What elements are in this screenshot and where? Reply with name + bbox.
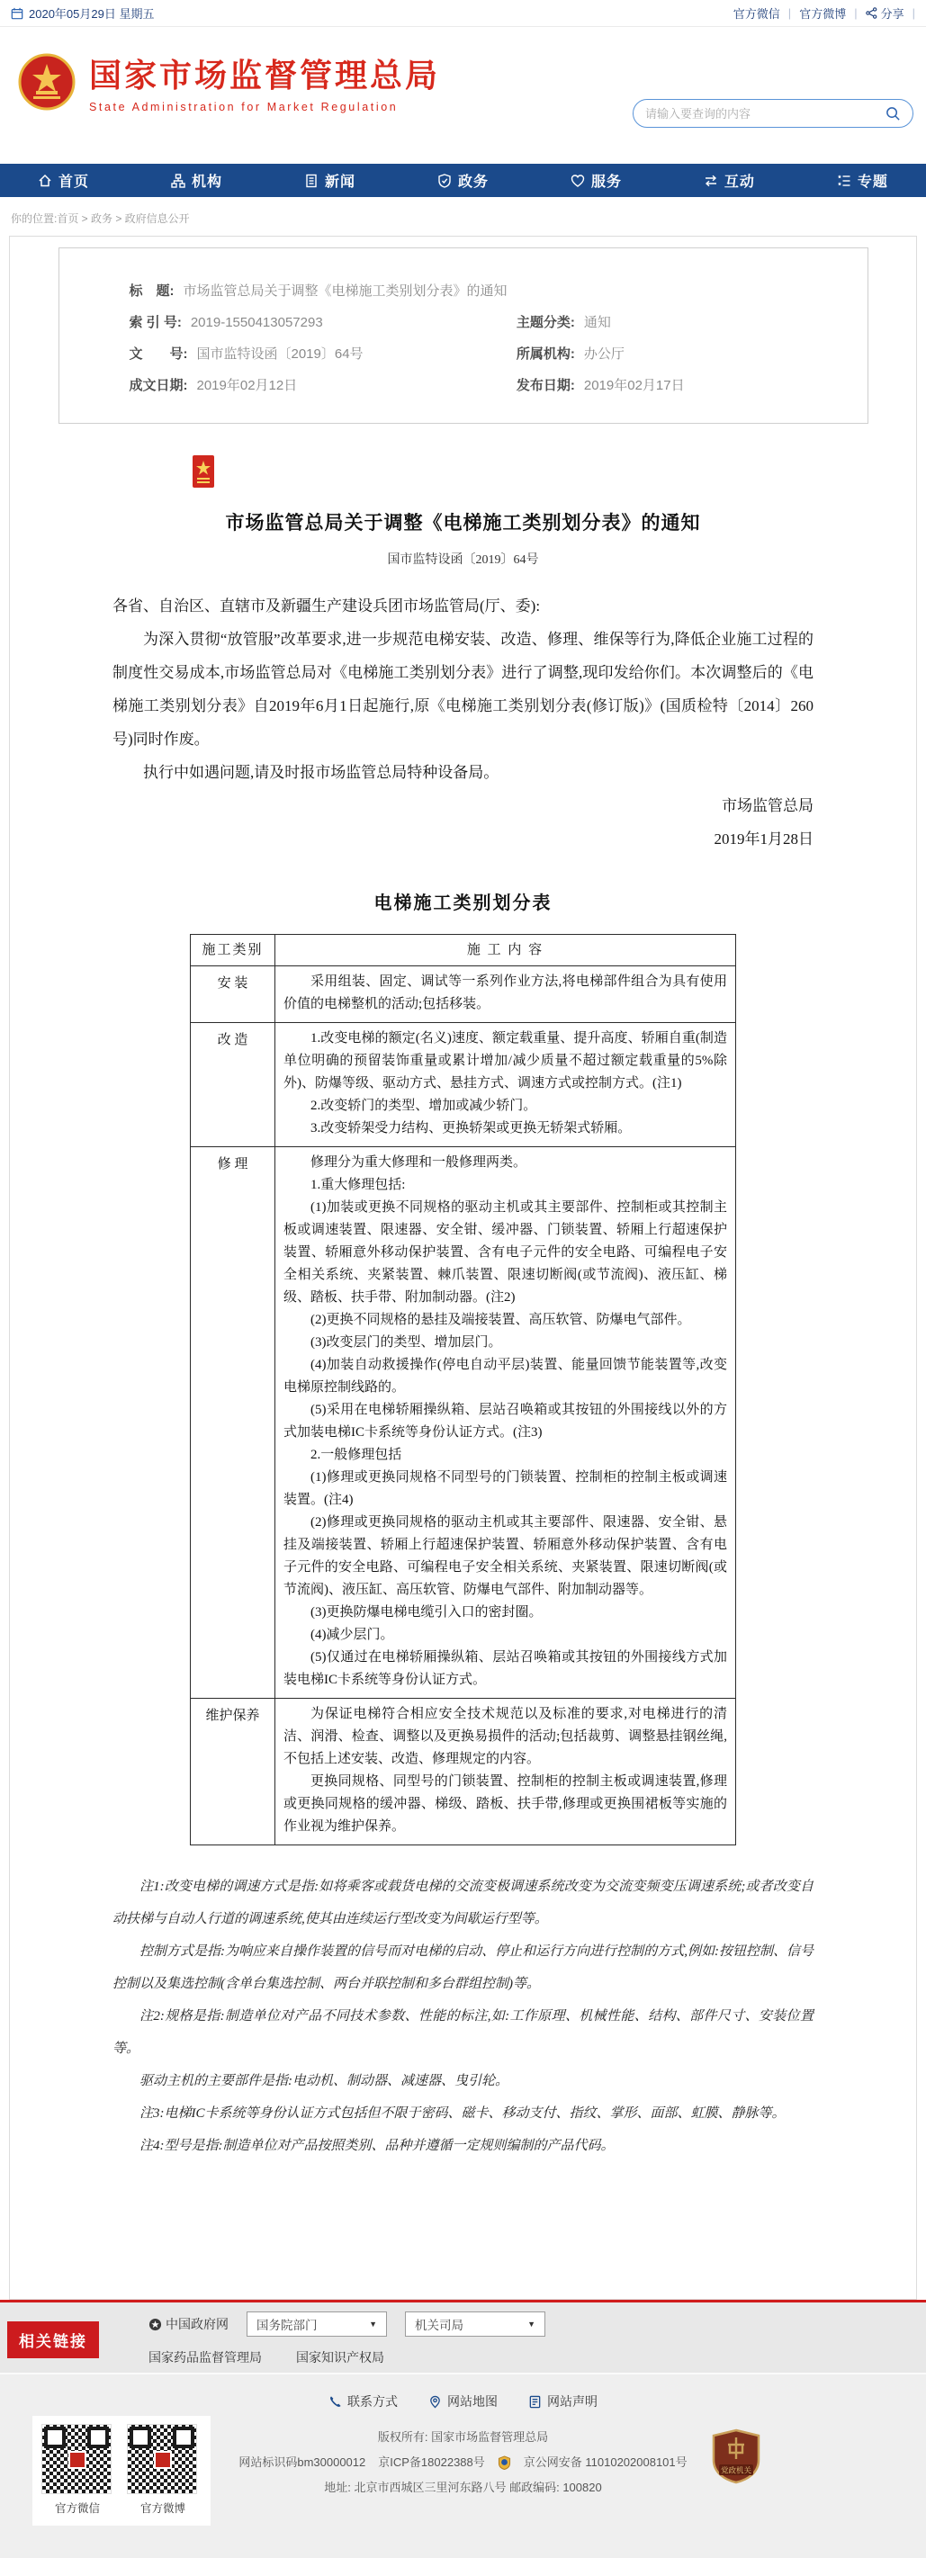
paragraph: (3)改变层门的类型、增加层门。	[310, 1335, 502, 1350]
chevron-down-icon: ▼	[527, 2320, 535, 2329]
paragraph: (3)更换防爆电梯电缆引入口的密封圈。	[310, 1605, 543, 1620]
document-number: 国市监特设函〔2019〕64号	[387, 553, 539, 567]
meta-category-label: 主题分类:	[516, 315, 575, 330]
paragraph: (1)加装或更换不同规格的驱动主机或其主要部件、控制柜或其控制主板或调速装置、限速器、安全钳、缓冲器、门锁装置、轿厢上行超速保护装置、轿厢意外移动保护装置、含有电子元件的安全电路、可编程电子安全相关系统、夹紧装置、棘爪装置、限速切断阀(或节流阀)、液压缸、梯级、踏板、扶手带、附加制动器。(注2)	[283, 1200, 727, 1305]
wechat-link[interactable]: 官方微信	[733, 7, 780, 21]
paragraph: (2)修理或更换同规格的驱动主机或其主要部件、限速器、安全钳、悬挂及端接装置、轿厢上行超速保护装置、轿厢意外移动保护装置、含有电子元件的安全电路、可编程电子安全相关系统、夹紧装置、限速切断阀(或节流阀)、液压缸、高压软管、防爆电气部件、附加制动器等。	[283, 1515, 727, 1597]
table-header-row	[191, 935, 736, 966]
topbar-date: 2020年05月29日 星期五	[29, 7, 155, 21]
breadcrumb[interactable]: 你的位置:首页 > 政务 > 政府信息公开	[11, 212, 190, 225]
red-seal-icon	[192, 454, 215, 489]
table-row	[191, 1147, 736, 1699]
meta-written-date-label: 成文日期:	[129, 378, 188, 393]
weibo-qr-label: 官方微博	[139, 2502, 185, 2515]
heart-icon	[571, 174, 585, 188]
meta-agency-label: 所属机构:	[516, 346, 575, 362]
meta-written-date-value: 2019年02月12日	[196, 378, 298, 393]
phone-icon	[328, 2395, 342, 2409]
nav-item-government[interactable]: 政务	[437, 170, 489, 191]
paragraph: 为深入贯彻“放管服”改革要求,进一步规范电梯安装、改造、修理、维保等行为,降低企业施工过程的制度性交易成本,市场监管总局对《电梯施工类别划分表》进行了调整,现印发给你们。本次调整后的《电梯施工类别划分表》自2019年6月1日起施行,原《电梯施工类别划分表(修订版)》(国质检特〔2014〕260号)同时作废。	[112, 631, 814, 748]
site-code-text: 网站标识码bm30000012	[238, 2455, 366, 2469]
nav-item-news[interactable]: 新闻	[304, 170, 355, 191]
signature-org: 市场监管总局	[722, 797, 814, 814]
paragraph: (2)更换不同规格的悬挂及端接装置、高压软管、防爆电气部件。	[310, 1313, 691, 1327]
search-box	[633, 99, 913, 128]
map-pin-icon	[428, 2395, 442, 2409]
paragraph: (5)仅通过在电梯轿厢操纵箱、层站召唤箱或其按钮的外围接线方式加装电梯IC卡系统等身份认证方式。	[283, 1650, 727, 1687]
paragraph: 修理分为重大修理和一般修理两类。	[310, 1155, 527, 1170]
org-name-en: State Administration for Market Regulation	[89, 101, 399, 113]
nav-item-interaction[interactable]: 互动	[704, 170, 755, 191]
document-notes	[112, 1871, 814, 2162]
cnipa-link[interactable]: 国家知识产权局	[296, 2350, 384, 2365]
content-install	[275, 966, 736, 1023]
gov-website-link[interactable]: 中国政府网	[148, 2315, 229, 2333]
paragraph: 2.一般修理包括	[310, 1448, 402, 1462]
news-icon	[304, 174, 319, 188]
paragraph: (4)加装自动救援操作(停电自动平层)装置、能量回馈节能装置等,改变电梯原控制线路的。	[283, 1358, 727, 1395]
police-record-link[interactable]: 京公网安备 11010202008101号	[523, 2455, 688, 2469]
police-badge-icon	[498, 2455, 511, 2470]
category-install: 安 装	[191, 966, 275, 1023]
weibo-link[interactable]: 官方微博	[799, 7, 847, 21]
document-title: 市场监管总局关于调整《电梯施工类别划分表》的通知	[225, 513, 701, 534]
paragraph: 2.改变轿门的类型、增加或减少轿门。	[310, 1099, 537, 1113]
site-logo[interactable]	[18, 50, 440, 113]
paragraph: (5)采用在电梯轿厢操纵箱、层站召唤箱或其按钮的外围接线以外的方式加装电梯IC卡系统等身份认证方式。(注3)	[283, 1403, 727, 1440]
home-icon	[38, 174, 52, 188]
share-icon	[866, 7, 877, 19]
meta-index-value: 2019-1550413057293	[190, 315, 323, 330]
exchange-arrows-icon	[704, 174, 718, 188]
internal-bureaus-dropdown[interactable]: 机关司局 ▼	[405, 2311, 545, 2337]
content-modify	[275, 1023, 736, 1147]
national-emblem-icon	[18, 53, 76, 111]
search-icon[interactable]	[886, 106, 901, 121]
meta-docno-value: 国市监特设函〔2019〕64号	[196, 346, 364, 362]
main-nav	[0, 164, 926, 197]
state-council-dropdown[interactable]: 国务院部门 ▼	[247, 2311, 387, 2337]
weibo-qr-code	[127, 2424, 197, 2494]
icp-link[interactable]: 京ICP备18022388号	[378, 2455, 485, 2469]
separator: |	[787, 6, 792, 20]
wechat-qr-code	[41, 2424, 112, 2494]
wechat-qr-label: 官方微信	[54, 2502, 100, 2515]
paragraph: 注4:型号是指:制造单位对产品按照类别、品种并遵循一定规则编制的产品代码。	[139, 2139, 615, 2153]
separator: |	[912, 6, 915, 20]
content-repair	[275, 1147, 736, 1699]
meta-category-value: 通知	[583, 315, 611, 330]
site-header	[0, 27, 926, 164]
nav-item-home[interactable]: 首页	[38, 170, 89, 191]
meta-publish-date-value: 2019年02月17日	[583, 378, 685, 393]
paragraph: (1)修理或更换同规格不同型号的门锁装置、控制柜的控制主板或调速装置。(注4)	[283, 1470, 727, 1507]
document-meta-table	[58, 247, 868, 424]
paragraph: 更换同规格、同型号的门锁装置、控制柜的控制主板或调速装置,修理或更换同规格的缓冲器、梯级、踏板、扶手带,修理或更换围裙板等实施的作业视为维护保养。	[283, 1774, 727, 1834]
meta-index-label: 索 引 号:	[129, 315, 182, 330]
paragraph: 执行中如遇问题,请及时报市场监管总局特种设备局。	[143, 764, 499, 781]
contact-link[interactable]: 联系方式	[328, 2392, 398, 2410]
column-header-category: 施工类别	[191, 935, 275, 966]
content-card	[9, 236, 917, 2300]
copyright-text: 版权所有: 国家市场监督管理总局	[377, 2430, 549, 2444]
paragraph: 1.重大修理包括:	[310, 1178, 406, 1192]
meta-docno-label: 文 号:	[129, 346, 188, 362]
paragraph: 为保证电梯符合相应安全技术规范以及标准的要求,对电梯进行的清洁、润滑、检查、调整以及更换易损件的活动;包括裁剪、调整悬挂钢丝绳,不包括上述安装、改造、修理规定的内容。	[283, 1707, 727, 1766]
paragraph: 注1:改变电梯的调速方式是指:如将乘客或载货电梯的交流变极调速系统改变为交流变频变压调速系统;或者改变自动扶梯与自动人行道的调速系统,使其由连续运行型改变为间歇运行型等。	[112, 1880, 814, 1926]
paragraph: 驱动主机的主要部件是指:电动机、制动器、减速器、曳引轮。	[139, 2074, 508, 2088]
document-icon	[528, 2395, 542, 2409]
paragraph: 1.改变电梯的额定(名义)速度、额定载重量、提升高度、轿厢自重(制造单位明确的预留装饰重量或累计增加/减少质量不超过额定载重量的5%除外)、防爆等级、驱动方式、悬挂方式、调速方式或控制方式。(注1)	[283, 1031, 727, 1091]
meta-title-value: 市场监管总局关于调整《电梯施工类别划分表》的通知	[183, 283, 508, 299]
paragraph: 各省、自治区、直辖市及新疆生产建设兵团市场监管局(厅、委):	[112, 597, 541, 615]
document-body	[112, 589, 814, 856]
category-modify: 改 造	[191, 1023, 275, 1147]
topbar	[0, 0, 926, 27]
nmpa-link[interactable]: 国家药品监督管理局	[148, 2350, 262, 2365]
column-header-content: 施 工 内 容	[275, 935, 736, 966]
paragraph: 采用组装、固定、调试等一系列作业方法,将电梯部件组合为具有使用价值的电梯整机的活动;包括移装。	[283, 974, 727, 1011]
table-title: 电梯施工类别划分表	[373, 893, 553, 913]
nav-item-agencies[interactable]: 机构	[171, 170, 222, 191]
table-row	[191, 966, 736, 1023]
site-footer	[0, 2373, 926, 2558]
paragraph: 注2:规格是指:制造单位对产品不同技术参数、性能的标注,如:工作原理、机械性能、结构、部件尺寸、安装位置等。	[112, 2009, 814, 2056]
category-maintenance: 维护保养	[191, 1699, 275, 1845]
share-button[interactable]: 分享	[866, 4, 904, 22]
star-list-icon	[837, 174, 851, 188]
nav-item-topics[interactable]: 专题	[837, 170, 888, 191]
org-chart-icon	[171, 174, 185, 188]
sitemap-link[interactable]: 网站地图	[428, 2392, 498, 2410]
statement-link[interactable]: 网站声明	[528, 2392, 598, 2410]
content-maintenance	[275, 1699, 736, 1845]
search-input[interactable]	[645, 107, 886, 121]
meta-publish-date-label: 发布日期:	[516, 378, 575, 393]
table-row	[191, 1699, 736, 1845]
paragraph: 控制方式是指:为响应来自操作装置的信号而对电梯的启动、停止和运行方向进行控制的方式,例如:按钮控制、信号控制以及集选控制(含单台集选控制、两台并联控制和多台群组控制)等。	[112, 1944, 814, 1991]
paragraph: (4)减少层门。	[310, 1628, 394, 1642]
separator: |	[854, 6, 858, 20]
party-gov-badge[interactable]	[710, 2428, 762, 2489]
paragraph: 注3:电梯IC卡系统等身份认证方式包括但不限于密码、磁卡、移动支付、指纹、掌形、面部、虹膜、静脉等。	[139, 2106, 786, 2121]
qr-code-card	[32, 2416, 211, 2526]
signature-date: 2019年1月28日	[714, 830, 814, 848]
related-links-bar	[0, 2302, 926, 2373]
classification-table	[190, 934, 736, 1845]
table-row	[191, 1023, 736, 1147]
party-gov-badge-label: 党政机关	[720, 2465, 752, 2475]
related-links-badge[interactable]: 相关链接	[7, 2321, 99, 2358]
gov-emblem-icon	[148, 2318, 162, 2331]
meta-title-label: 标 题:	[129, 283, 175, 299]
chevron-down-icon: ▼	[369, 2320, 377, 2329]
meta-agency-value: 办公厅	[583, 346, 625, 362]
category-repair: 修 理	[191, 1147, 275, 1699]
org-name-cn: 国家市场监督管理总局	[89, 57, 441, 94]
calendar-icon	[11, 7, 23, 20]
address-text: 地址: 北京市西城区三里河东路八号 邮政编码: 100820	[324, 2481, 602, 2494]
nav-item-services[interactable]: 服务	[571, 170, 622, 191]
shield-icon	[437, 174, 452, 188]
paragraph: 3.改变轿架受力结构、更换轿架或更换无轿架式轿厢。	[310, 1121, 632, 1135]
